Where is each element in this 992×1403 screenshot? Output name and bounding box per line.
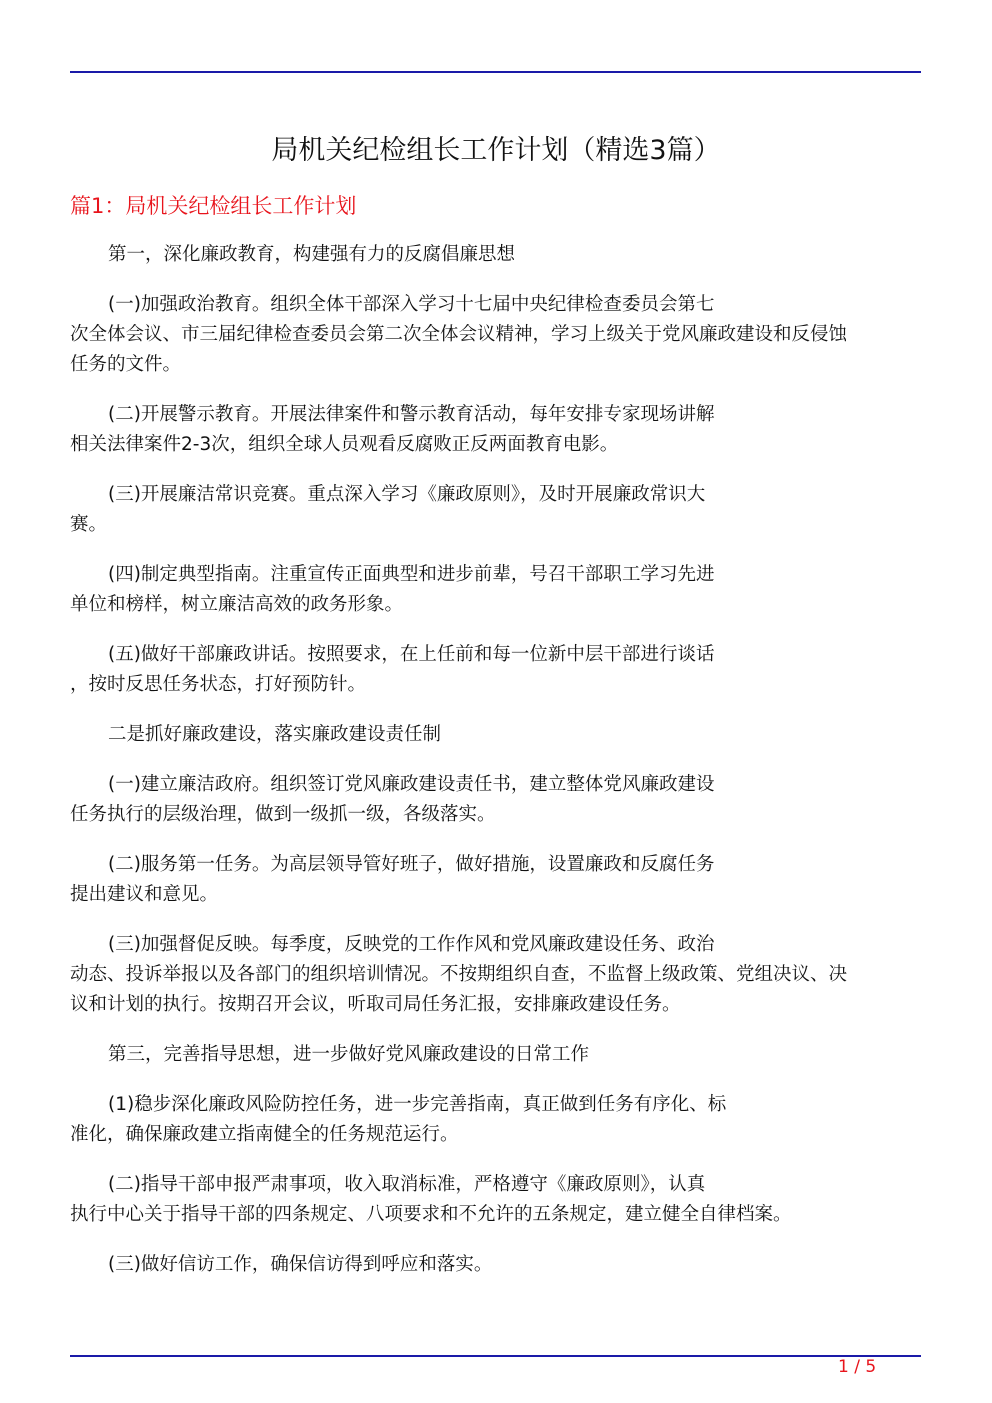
- paragraph-line: ，按时反思任务状态，打好预防针。: [70, 674, 367, 695]
- paragraph-line: 准化，确保廉政建立指南健全的任务规范运行。: [70, 1124, 459, 1145]
- paragraph-line: (1)稳步深化廉政风险防控任务，进一步完善指南，真正做到任务有序化、标: [108, 1094, 727, 1115]
- footer-rule: [70, 1355, 921, 1357]
- paragraph-line: (三)开展廉洁常识竞赛。重点深入学习《廉政原则》，及时开展廉政常识大: [108, 484, 706, 505]
- paragraph: [70, 930, 930, 1020]
- paragraph-line: 单位和榜样，树立廉洁高效的政务形象。: [70, 594, 404, 615]
- section-heading: 篇1：局机关纪检组长工作计划: [70, 194, 357, 218]
- paragraph: [70, 720, 930, 750]
- paragraph-line: (五)做好干部廉政讲话。按照要求，在上任前和每一位新中层干部进行谈话: [108, 644, 715, 665]
- paragraph-line: (一)加强政治教育。组织全体干部深入学习十七届中央纪律检查委员会第七: [108, 294, 715, 315]
- paragraph-line: 二是抓好廉政建设，落实廉政建设责任制: [108, 724, 442, 745]
- paragraph-line: 第三，完善指导思想，进一步做好党风廉政建设的日常工作: [108, 1044, 590, 1065]
- paragraph: [70, 560, 930, 620]
- paragraph: [70, 850, 930, 910]
- paragraph-line: (四)制定典型指南。注重宣传正面典型和进步前辈，号召干部职工学习先进: [108, 564, 715, 585]
- paragraph-line: (二)开展警示教育。开展法律案件和警示教育活动，每年安排专家现场讲解: [108, 404, 715, 425]
- paragraph-line: 任务执行的层级治理，做到一级抓一级，各级落实。: [70, 804, 496, 825]
- paragraph-line: 议和计划的执行。按期召开会议，听取司局任务汇报，安排廉政建设任务。: [70, 994, 681, 1015]
- paragraph: [70, 290, 930, 380]
- paragraph-line: 第一，深化廉政教育，构建强有力的反腐倡廉思想: [108, 244, 516, 265]
- paragraph-line: 执行中心关于指导干部的四条规定、八项要求和不允许的五条规定，建立健全自律档案。: [70, 1204, 792, 1225]
- paragraph: [70, 240, 930, 270]
- paragraph-line: (一)建立廉洁政府。组织签订党风廉政建设责任书，建立整体党风廉政建设: [108, 774, 715, 795]
- paragraph: [70, 640, 930, 700]
- paragraph: [70, 1040, 930, 1070]
- paragraph-line: 动态、投诉举报以及各部门的组织培训情况。不按期组织自查，不监督上级政策、党组决议、决: [70, 964, 848, 985]
- paragraph: [70, 480, 930, 540]
- paragraph-line: 提出建议和意见。: [70, 884, 219, 905]
- paragraph-line: 次全体会议、市三届纪律检查委员会第二次全体会议精神，学习上级关于党风廉政建设和反侵蚀: [70, 324, 848, 345]
- paragraph: [70, 400, 930, 460]
- paragraph-line: (二)指导干部申报严肃事项，收入取消标准，严格遵守《廉政原则》，认真: [108, 1174, 706, 1195]
- paragraph: [70, 1170, 930, 1230]
- paragraph: [70, 770, 930, 830]
- paragraph-line: 相关法律案件2-3次，组织全球人员观看反腐败正反两面教育电影。: [70, 434, 619, 455]
- document-body: [70, 240, 930, 1300]
- paragraph: [70, 1250, 930, 1280]
- paragraph-line: (三)加强督促反映。每季度，反映党的工作作风和党风廉政建设任务、政治: [108, 934, 715, 955]
- page-number: 1 / 5: [838, 1357, 877, 1377]
- paragraph: [70, 1090, 930, 1150]
- paragraph-line: (三)做好信访工作，确保信访得到呼应和落实。: [108, 1254, 493, 1275]
- paragraph-line: (二)服务第一任务。为高层领导管好班子，做好措施，设置廉政和反腐任务: [108, 854, 715, 875]
- paragraph-line: 赛。: [70, 514, 108, 535]
- paragraph-line: 任务的文件。: [70, 354, 182, 375]
- document-title: 局机关纪检组长工作计划（精选3篇）: [271, 135, 721, 166]
- header-rule: [70, 71, 921, 73]
